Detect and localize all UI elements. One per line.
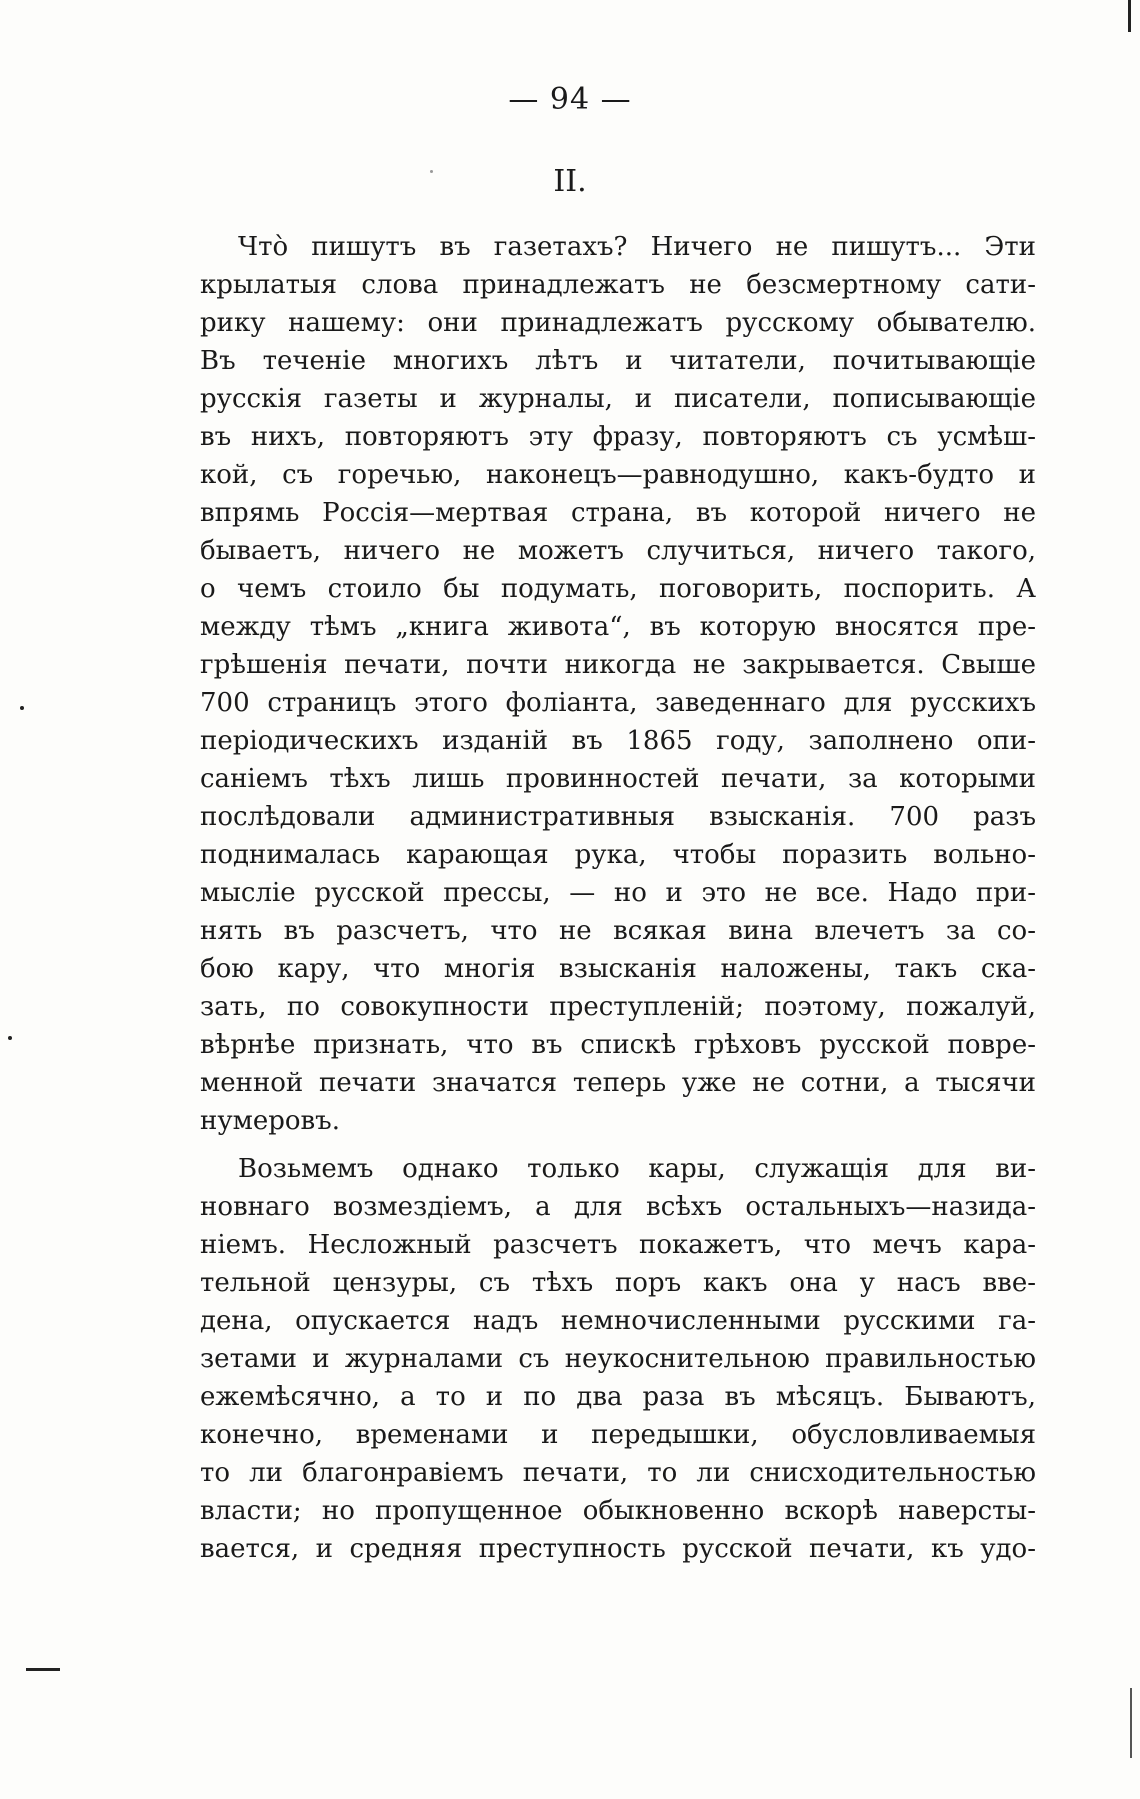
text-line: бою кару, что многія взысканія наложены, такъ ска- [200, 954, 1036, 984]
text-line: кой, съ горечью, наконецъ—равнодушно, какъ-будто и [200, 460, 1036, 490]
scan-dash-mark [26, 1668, 60, 1671]
text-line: мысліе русской прессы, — но и это не все. Надо при- [200, 878, 1036, 908]
text-line: саніемъ тѣхъ лишь провинностей печати, за которыми [200, 764, 1036, 794]
page-edge-mark [1130, 1688, 1132, 1758]
text-line: грѣшенія печати, почти никогда не закрывается. Свыше [200, 650, 1036, 680]
text-line: власти; но пропущенное обыкновенно вскорѣ наверсты- [200, 1496, 1036, 1526]
text-line: то ли благонравіемъ печати, то ли снисходительностью [200, 1458, 1036, 1488]
text-line: ежемѣсячно, а то и по два раза въ мѣсяцъ. Бываютъ, [200, 1382, 1036, 1412]
scan-dot [8, 1036, 12, 1040]
text-line: послѣдовали административныя взысканія. 700 разъ [200, 802, 1036, 832]
text-line: конечно, временами и передышки, обусловливаемыя [200, 1420, 1036, 1450]
text-line: новнаго возмездіемъ, а для всѣхъ остальныхъ—назида- [200, 1192, 1036, 1222]
scan-dot [20, 706, 24, 710]
text-line: рику нашему: они принадлежатъ русскому обывателю. [200, 308, 1036, 338]
text-line: поднималась карающая рука, чтобы поразить вольно- [200, 840, 1036, 870]
text-line: вѣрнѣе признать, что въ спискѣ грѣховъ русской повре- [200, 1030, 1036, 1060]
text-line: періодическихъ изданій въ 1865 году, заполнено опи- [200, 726, 1036, 756]
text-line: вается, и средняя преступность русской печати, къ удо- [200, 1534, 1036, 1564]
text-line: между тѣмъ „книга живота“, въ которую вносятся пре- [200, 612, 1036, 642]
page-number: — 94 — [508, 82, 632, 117]
scan-speck [430, 170, 433, 173]
text-line: крылатыя слова принадлежатъ не безсмертному сати- [200, 270, 1036, 300]
body-text [200, 228, 1036, 1568]
text-line: нять въ разсчетъ, что не всякая вина влечетъ за со- [200, 916, 1036, 946]
text-line: о чемъ стоило бы подумать, поговорить, поспорить. А [200, 574, 1036, 604]
text-line: въ нихъ, повторяютъ эту фразу, повторяютъ съ усмѣш- [200, 422, 1036, 452]
text-line: впрямь Россія—мертвая страна, въ которой ничего не [200, 498, 1036, 528]
text-line: бываетъ, ничего не можетъ случиться, ничего такого, [200, 536, 1036, 566]
text-line: менной печати значатся теперь уже не сотни, а тысячи [200, 1068, 1036, 1098]
paragraph-gap [200, 1140, 1036, 1150]
text-line: русскія газеты и журналы, и писатели, пописывающіе [200, 384, 1036, 414]
text-line: зать, по совокупности преступленій; поэтому, пожалуй, [200, 992, 1036, 1022]
text-line: Въ теченіе многихъ лѣтъ и читатели, почитывающіе [200, 346, 1036, 376]
text-line: ніемъ. Несложный разсчетъ покажетъ, что мечъ кара- [200, 1230, 1036, 1260]
text-line: дена, опускается надъ немночисленными русскими га- [200, 1306, 1036, 1336]
text-line: нумеровъ. [200, 1106, 340, 1136]
text-line: зетами и журналами съ неукоснительною правильностью [200, 1344, 1036, 1374]
text-line: Возьмемъ однако только кары, служащія для ви- [238, 1154, 1036, 1184]
text-line: 700 страницъ этого фоліанта, заведеннаго для русскихъ [200, 688, 1036, 718]
page-edge-mark [1128, 0, 1131, 32]
text-line: Чтò пишутъ въ газетахъ? Ничего не пишутъ... Эти [238, 232, 1036, 262]
section-heading: II. [553, 164, 587, 199]
text-line: тельной цензуры, съ тѣхъ поръ какъ она у насъ вве- [200, 1268, 1036, 1298]
